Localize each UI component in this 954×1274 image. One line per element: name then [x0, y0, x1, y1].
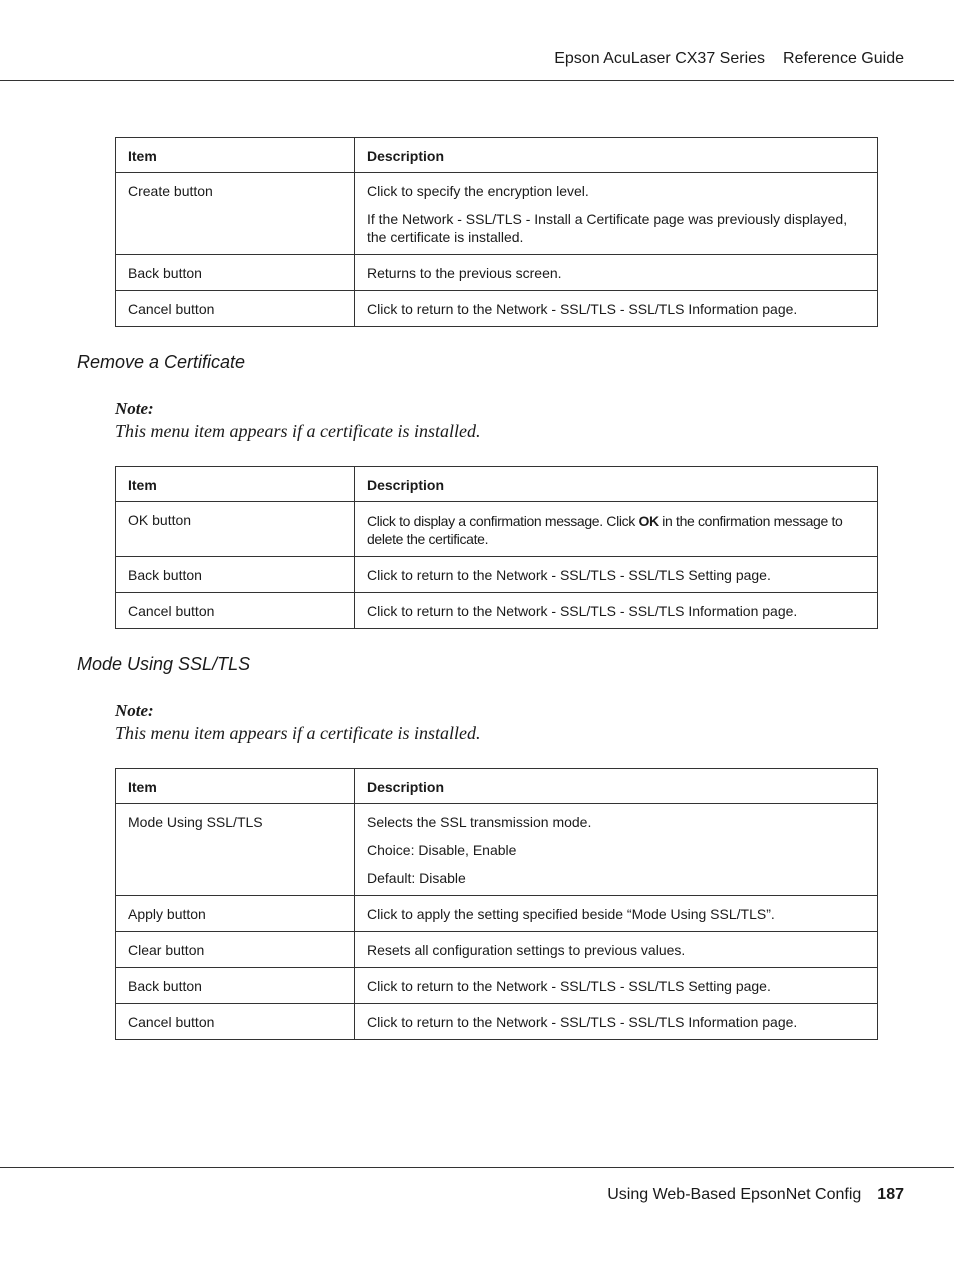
- description-cell: [355, 932, 878, 968]
- description-cell: [355, 1004, 878, 1040]
- note-label: Note:: [115, 701, 154, 720]
- table-row: [116, 896, 878, 932]
- item-cell: Apply button: [116, 896, 355, 932]
- description-cell: [355, 291, 878, 327]
- description-text: in the confirmation message to delete the certificate.: [367, 513, 843, 547]
- item-cell: OK button: [116, 502, 355, 557]
- description-text: Choice: Disable, Enable: [367, 842, 517, 858]
- page-header: [554, 50, 904, 68]
- column-header-description: Description: [355, 138, 878, 173]
- description-text: Returns to the previous screen.: [367, 265, 562, 281]
- note-text: This menu item appears if a certificate is installed.: [115, 723, 481, 743]
- item-cell: Back button: [116, 557, 355, 593]
- note-text: This menu item appears if a certificate is installed.: [115, 421, 481, 441]
- item-cell: Back button: [116, 968, 355, 1004]
- table-row: [116, 173, 878, 255]
- table-row: [116, 1004, 878, 1040]
- description-text: Click to specify the encryption level.: [367, 183, 589, 199]
- description-cell: Click to return to the Network - SSL/TLS - SSL/TLS Information page.: [355, 593, 878, 629]
- item-cell: Cancel button: [116, 593, 355, 629]
- description-cell: [355, 173, 878, 255]
- table-row: [116, 502, 878, 557]
- description-text: Resets all configuration settings to previous values.: [367, 942, 686, 958]
- description-cell: [355, 804, 878, 896]
- description-text: Selects the SSL transmission mode.: [367, 814, 592, 830]
- column-header-item: Item: [116, 467, 355, 502]
- table-row: [116, 557, 878, 593]
- description-text: Default: Disable: [367, 870, 466, 886]
- footer-section: Using Web-Based EpsonNet Config: [607, 1186, 862, 1203]
- description-text: Click to return to the Network - SSL/TLS - SSL/TLS Setting page.: [367, 978, 771, 994]
- column-header-description: Description: [355, 769, 878, 804]
- footer-rule: [0, 1167, 954, 1168]
- mode-ssl-tls-table: [115, 768, 878, 1040]
- note-label: Note:: [115, 399, 154, 418]
- description-cell: Click to return to the Network - SSL/TLS - SSL/TLS Setting page.: [355, 557, 878, 593]
- table-row: [116, 291, 878, 327]
- description-cell: [355, 968, 878, 1004]
- item-cell: Clear button: [116, 932, 355, 968]
- description-text: Click to return to the Network - SSL/TLS - SSL/TLS Information page.: [367, 301, 798, 317]
- item-cell: Back button: [116, 255, 355, 291]
- table-header-row: [116, 769, 878, 804]
- description-text: If the Network - SSL/TLS - Install a Certificate page was previously displayed, the certificate is installed.: [367, 211, 848, 245]
- item-cell: Create button: [116, 173, 355, 255]
- table-row: [116, 804, 878, 896]
- description-cell: [355, 502, 878, 557]
- page-footer: [607, 1186, 904, 1204]
- item-cell: Cancel button: [116, 291, 355, 327]
- column-header-item: Item: [116, 138, 355, 173]
- header-guide: Reference Guide: [783, 50, 904, 67]
- item-cell: Cancel button: [116, 1004, 355, 1040]
- header-rule: [0, 80, 954, 81]
- column-header-item: Item: [116, 769, 355, 804]
- table-row: [116, 968, 878, 1004]
- remove-certificate-table: [115, 466, 878, 629]
- certificate-create-table: [115, 137, 878, 327]
- table-row: [116, 255, 878, 291]
- section-title-mode-ssl-tls: Mode Using SSL/TLS: [77, 654, 251, 674]
- table-row: [116, 593, 878, 629]
- header-product: Epson AcuLaser CX37 Series: [554, 50, 766, 67]
- description-text: Click to display a confirmation message. Click: [367, 513, 639, 529]
- table-row: [116, 932, 878, 968]
- description-cell: [355, 896, 878, 932]
- table-header-row: [116, 138, 878, 173]
- table-header-row: [116, 467, 878, 502]
- item-cell: Mode Using SSL/TLS: [116, 804, 355, 896]
- column-header-description: Description: [355, 467, 878, 502]
- description-cell: [355, 255, 878, 291]
- page-number: 187: [877, 1186, 904, 1203]
- description-text: Click to apply the setting specified beside “Mode Using SSL/TLS”.: [367, 906, 775, 922]
- ok-keyword: OK: [638, 513, 659, 529]
- description-text: Click to return to the Network - SSL/TLS - SSL/TLS Information page.: [367, 1014, 798, 1030]
- section-title-remove-certificate: Remove a Certificate: [77, 352, 246, 372]
